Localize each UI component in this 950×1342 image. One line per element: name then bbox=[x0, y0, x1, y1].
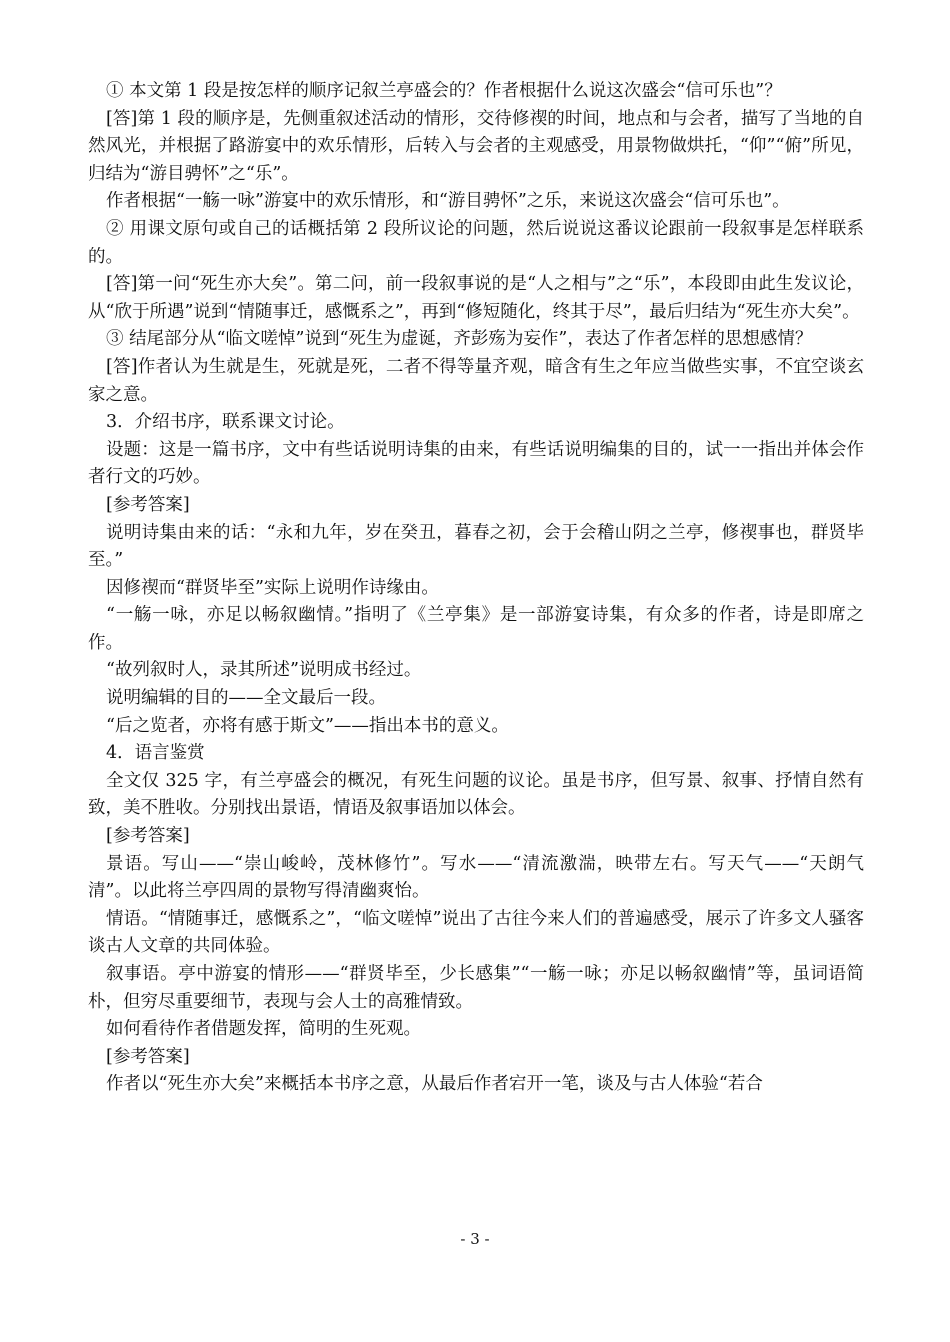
reference-answer-label: [参考答案] bbox=[106, 1046, 190, 1067]
paragraph-14: “故列叙时人，录其所述”说明成书经过。 bbox=[106, 660, 422, 681]
paragraph-15: 说明编辑的目的——全文最后一段。 bbox=[106, 688, 386, 709]
paragraph-4: ② 用课文原句或自己的话概括第 2 段所议论的问题，然后说说这番议论跟前一段叙事是怎样联系的。 bbox=[88, 218, 864, 267]
paragraph-22: 叙事语。亭中游宴的情形——“群贤毕至，少长感集”“一觞一咏；亦足以畅叙幽情”等，虽词语简朴，但穷尽重要细节，表现与会人士的高雅情致。 bbox=[88, 964, 864, 1012]
paragraph-5: [答]第一问“死生亦大矣”。第二问，前一段叙事说的是“人之相与”之“乐”，本段即由此生发议论，从“欣于所遇”说到“情随事迁，感慨系之”，再到“修短随化，终其于尽”，最后归结为“死生亦大矣”。 bbox=[88, 274, 864, 322]
paragraph-12: 因修禊而“群贤毕至”实际上说明作诗缘由。 bbox=[106, 577, 439, 598]
paragraph-13: “一觞一咏，亦足以畅叙幽情。”指明了《兰亭集》是一部游宴诗集，有众多的作者，诗是即席之作。 bbox=[88, 605, 864, 653]
paragraph-9: 设题：这是一篇书序，文中有些话说明诗集的由来，有些话说明编集的目的，试一一指出并体会作者行文的巧妙。 bbox=[88, 439, 864, 488]
paragraph-23: 如何看待作者借题发挥，简明的生死观。 bbox=[106, 1019, 421, 1040]
section-heading-4: 4．语言鉴赏 bbox=[106, 743, 205, 764]
paragraph-3: 作者根据“一觞一咏”游宴中的欢乐情形，和“游目骋怀”之乐，来说这次盛会“信可乐也”。 bbox=[106, 191, 790, 212]
section-heading-3: 3．介绍书序，联系课文讨论。 bbox=[106, 412, 345, 433]
paragraph-2: [答]第 1 段的顺序是，先侧重叙述活动的情形，交待修禊的时间，地点和与会者，描写了当地的自然风光，并根据了路游宴中的欢乐情形，后转入与会者的主观感受，用景物做烘托，“仰”“俯”所见，归结为“游目骋怀”之“乐”。 bbox=[88, 108, 864, 184]
paragraph-11: 说明诗集由来的话：“永和九年，岁在癸丑，暮春之初，会于会稽山阴之兰亭，修禊事也，群贤毕至。” bbox=[88, 522, 864, 571]
reference-answer-label: [参考答案] bbox=[106, 494, 190, 515]
reference-answer-label: [参考答案] bbox=[106, 826, 190, 847]
paragraph-18: 全文仅 325 字，有兰亭盛会的概况，有死生问题的议论。虽是书序，但写景、叙事、抒情自然有致，美不胜收。分别找出景语，情语及叙事语加以体会。 bbox=[88, 770, 864, 819]
paragraph-6: ③ 结尾部分从“临文嗟悼”说到“死生为虚诞，齐彭殇为妄作”，表达了作者怎样的思想感情？ bbox=[106, 329, 813, 350]
paragraph-7: [答]作者认为生就是生，死就是死，二者不得等量齐观，暗含有生之年应当做些实事，不宜空谈玄家之意。 bbox=[88, 356, 864, 405]
paragraph-21: 情语。“情随事迁，感慨系之”，“临文嗟悼”说出了古往今来人们的普遍感受，展示了许多文人骚客谈古人文章的共同体验。 bbox=[88, 908, 864, 957]
paragraph-16: “后之览者，亦将有感于斯文”——指出本书的意义。 bbox=[106, 715, 509, 736]
paragraph-1: ① 本文第 1 段是按怎样的顺序记叙兰亭盛会的？作者根据什么说这次盛会“信可乐也”？ bbox=[106, 81, 782, 101]
page-number: - 3 - bbox=[460, 1230, 490, 1248]
document-body bbox=[88, 78, 864, 1099]
paragraph-25: 作者以“死生亦大矣”来概括本书序之意，从最后作者宕开一笔，谈及与古人体验“若合 bbox=[106, 1074, 763, 1095]
paragraph-20: 景语。写山——“崇山峻岭，茂林修竹”。写水——“清流激湍，映带左右。写天气——“天朗气清”。以此将兰亭四周的景物写得清幽爽怡。 bbox=[88, 853, 864, 902]
